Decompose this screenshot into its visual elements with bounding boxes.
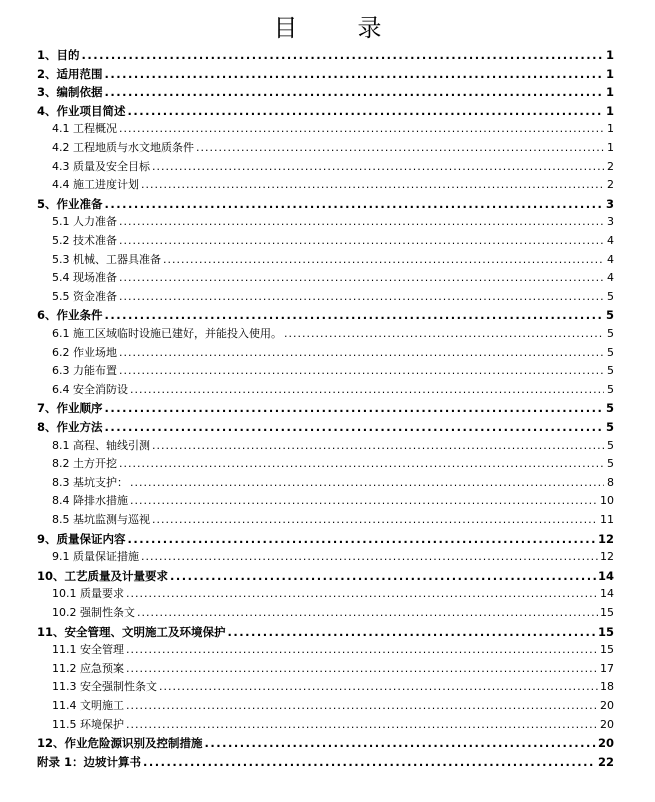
toc-entry-label: 6.4 安全消防设 — [52, 382, 128, 396]
page-title — [0, 10, 655, 46]
toc-page-number: 5 — [607, 438, 614, 452]
toc-page-number: 1 — [607, 122, 614, 136]
toc-page-number: 17 — [600, 661, 614, 675]
toc-page-number: 14 — [600, 587, 614, 601]
toc-entry-subsection[interactable] — [52, 360, 614, 378]
toc-dot-leader — [119, 217, 604, 227]
toc-page-number: 20 — [600, 717, 614, 731]
toc-entry-section[interactable] — [37, 565, 614, 583]
toc-dot-leader — [128, 534, 596, 544]
toc-dot-leader — [130, 385, 604, 395]
toc-dot-leader — [152, 441, 604, 451]
toc-page-number: 1 — [605, 103, 614, 118]
toc-entry-label: 6.2 作业场地 — [52, 345, 117, 359]
toc-entry-label: 3、编制依据 — [37, 85, 103, 100]
toc-entry-section[interactable] — [37, 397, 614, 415]
toc-dot-leader — [228, 627, 596, 637]
toc-dot-leader — [152, 515, 598, 525]
toc-entry-subsection[interactable] — [52, 174, 614, 192]
toc-entry-subsection[interactable] — [52, 714, 614, 732]
toc-entry-section[interactable] — [37, 100, 614, 118]
toc-dot-leader — [105, 310, 604, 320]
toc-entry-section[interactable] — [37, 63, 614, 81]
toc-page-number: 1 — [607, 141, 614, 154]
toc-entry-label: 4.4 施工进度计划 — [52, 178, 139, 192]
toc-page-number: 4 — [607, 252, 614, 266]
toc-page-number: 10 — [600, 494, 614, 508]
toc-entry-subsection[interactable] — [52, 472, 614, 490]
toc-entry-subsection[interactable] — [52, 137, 614, 155]
toc-entry-subsection[interactable] — [52, 342, 614, 360]
toc-dot-leader — [205, 738, 596, 748]
toc-page-number: 1 — [605, 85, 614, 100]
toc-entry-subsection[interactable] — [52, 490, 614, 508]
toc-entry-label: 5.4 现场准备 — [52, 271, 117, 285]
toc-dot-leader — [130, 478, 604, 488]
toc-entry-label: 8.1 高程、轴线引测 — [52, 438, 150, 452]
toc-dot-leader — [159, 682, 598, 692]
toc-entry-subsection[interactable] — [52, 267, 614, 285]
toc-entry-subsection[interactable] — [52, 249, 614, 267]
toc-entry-label: 4、作业项目简述 — [37, 103, 126, 118]
toc-page-number: 4 — [607, 234, 614, 247]
toc-dot-leader — [143, 757, 596, 767]
toc-dot-leader — [152, 162, 604, 172]
toc-page-number: 5 — [607, 327, 614, 340]
toc-dot-leader — [82, 50, 604, 60]
toc-page-number: 3 — [607, 215, 614, 229]
toc-entry-label: 5.2 技术准备 — [52, 234, 117, 247]
toc-entry-subsection[interactable] — [52, 379, 614, 397]
toc-entry-label: 8、作业方法 — [37, 420, 103, 434]
toc-entry-subsection[interactable] — [52, 639, 614, 657]
toc-entry-label: 10、工艺质量及计量要求 — [37, 568, 169, 583]
toc-page-number: 1 — [605, 66, 614, 81]
toc-dot-leader — [126, 645, 598, 655]
toc-entry-label: 8.4 降排水措施 — [52, 494, 128, 508]
toc-entry-label: 4.1 工程概况 — [52, 122, 117, 136]
toc-entry-label: 11.4 文明施工 — [52, 699, 124, 712]
toc-dot-leader — [126, 720, 598, 730]
toc-entry-label: 5、作业准备 — [37, 196, 103, 211]
toc-entry-label: 附录 1：边坡计算书 — [37, 754, 142, 769]
toc-entry-subsection[interactable] — [52, 230, 614, 248]
toc-entry-section[interactable] — [37, 81, 614, 99]
toc-entry-label: 8.3 基坑支护： — [52, 475, 128, 489]
toc-entry-section[interactable] — [37, 44, 614, 62]
title-char-2: 录 — [357, 14, 382, 42]
toc-entry-subsection[interactable] — [52, 583, 614, 601]
toc-entry-label: 4.3 质量及安全目标 — [52, 159, 150, 173]
toc-page-number: 5 — [607, 457, 614, 471]
toc-entry-label: 12、作业危险源识别及控制措施 — [37, 736, 203, 751]
toc-dot-leader — [119, 366, 604, 376]
toc-entry-section[interactable] — [37, 621, 614, 639]
toc-dot-leader — [119, 236, 604, 246]
toc-entry-subsection[interactable] — [52, 435, 614, 453]
toc-entry-label: 11.2 应急预案 — [52, 661, 124, 675]
toc-page-number: 15 — [600, 643, 614, 657]
toc-page-number: 5 — [605, 401, 614, 416]
toc-page-number: 11 — [600, 513, 614, 526]
toc-page-number: 20 — [597, 736, 614, 751]
toc-entry-label: 11.3 安全强制性条文 — [52, 680, 157, 694]
toc-dot-leader — [105, 69, 604, 79]
toc-page-number: 2 — [607, 178, 614, 192]
toc-dot-leader — [119, 273, 604, 283]
toc-entry-section[interactable] — [37, 193, 614, 211]
toc-entry-subsection[interactable] — [52, 546, 614, 564]
toc-entry-subsection[interactable] — [52, 118, 614, 136]
toc-page-number: 12 — [600, 550, 614, 564]
toc-page-number: 5 — [607, 289, 614, 303]
toc-entry-subsection[interactable] — [52, 509, 614, 527]
toc-entry-section[interactable] — [37, 751, 614, 769]
toc-dot-leader — [141, 552, 598, 562]
toc-entry-label: 7、作业顺序 — [37, 401, 103, 416]
toc-entry-subsection[interactable] — [52, 695, 614, 713]
toc-entry-label: 1、目的 — [37, 48, 80, 62]
toc-entry-subsection[interactable] — [52, 323, 614, 341]
toc-entry-subsection[interactable] — [52, 156, 614, 174]
toc-dot-leader — [119, 459, 604, 469]
toc-entry-subsection[interactable] — [52, 676, 614, 694]
toc-entry-section[interactable] — [37, 304, 614, 322]
toc-page-number: 15 — [597, 624, 614, 639]
toc-page-number: 14 — [597, 568, 614, 583]
toc-page-number: 5 — [607, 382, 614, 396]
toc-entry-subsection[interactable] — [52, 602, 614, 620]
toc-entry-section[interactable] — [37, 416, 614, 434]
toc-page-number: 8 — [607, 475, 614, 489]
toc-page-number: 5 — [605, 420, 614, 434]
toc-entry-label: 11、安全管理、文明施工及环境保护 — [37, 624, 226, 639]
toc-entry-subsection[interactable] — [52, 658, 614, 676]
toc-entry-label: 4.2 工程地质与水文地质条件 — [52, 141, 194, 154]
toc-page-number: 2 — [607, 159, 614, 173]
toc-entry-label: 9、质量保证内容 — [37, 531, 126, 546]
toc-dot-leader — [105, 199, 604, 209]
title-char-1: 目 — [273, 14, 298, 42]
toc-page-number: 4 — [607, 271, 614, 285]
toc-dot-leader — [137, 608, 598, 618]
toc-entry-label: 10.1 质量要求 — [52, 587, 124, 601]
toc-page-number: 12 — [597, 531, 614, 546]
toc-dot-leader — [196, 143, 604, 153]
toc-dot-leader — [105, 87, 604, 97]
toc-page-number: 22 — [597, 754, 614, 769]
toc-dot-leader — [141, 180, 604, 190]
toc-entry-label: 2、适用范围 — [37, 66, 103, 81]
toc-dot-leader — [105, 422, 604, 432]
toc-dot-leader — [119, 124, 604, 134]
toc-entry-label: 5.3 机械、工器具准备 — [52, 252, 161, 266]
toc-dot-leader — [130, 496, 598, 506]
toc-page-number: 15 — [600, 606, 614, 619]
toc-entry-label: 8.2 土方开挖 — [52, 457, 117, 471]
toc-entry-subsection[interactable] — [52, 286, 614, 304]
toc-entry-label: 6.1 施工区域临时设施已建好，并能投入使用。 — [52, 327, 282, 340]
toc-dot-leader — [119, 348, 604, 358]
toc-entry-section[interactable] — [37, 732, 614, 750]
toc-entry-label: 9.1 质量保证措施 — [52, 550, 139, 564]
toc-dot-leader — [126, 589, 598, 599]
toc-dot-leader — [163, 255, 604, 265]
toc-dot-leader — [170, 571, 596, 581]
toc-entry-label: 11.1 安全管理 — [52, 643, 124, 657]
toc-page-number: 5 — [605, 308, 614, 323]
toc-dot-leader — [284, 329, 604, 339]
toc-page-number: 18 — [600, 680, 614, 694]
toc-page-number: 20 — [600, 699, 614, 712]
toc-entry-label: 5.1 人力准备 — [52, 215, 117, 229]
toc-entry-subsection[interactable] — [52, 211, 614, 229]
toc-entry-label: 6、作业条件 — [37, 308, 103, 323]
toc-entry-label: 6.3 力能布置 — [52, 364, 117, 378]
toc-page-number: 5 — [607, 345, 614, 359]
toc-entry-label: 11.5 环境保护 — [52, 717, 124, 731]
toc-entry-subsection[interactable] — [52, 453, 614, 471]
toc-entry-label: 8.5 基坑监测与巡视 — [52, 513, 150, 526]
toc-page-number: 5 — [607, 364, 614, 378]
toc-page-number: 3 — [605, 196, 614, 211]
toc-dot-leader — [126, 664, 598, 674]
toc-dot-leader — [126, 701, 598, 711]
toc-dot-leader — [119, 292, 604, 302]
toc-entry-label: 10.2 强制性条文 — [52, 606, 135, 619]
toc-dot-leader — [105, 403, 604, 413]
toc-entry-label: 5.5 资金准备 — [52, 289, 117, 303]
toc-page-number: 1 — [605, 48, 614, 62]
toc-dot-leader — [128, 106, 604, 116]
toc-entry-section[interactable] — [37, 528, 614, 546]
